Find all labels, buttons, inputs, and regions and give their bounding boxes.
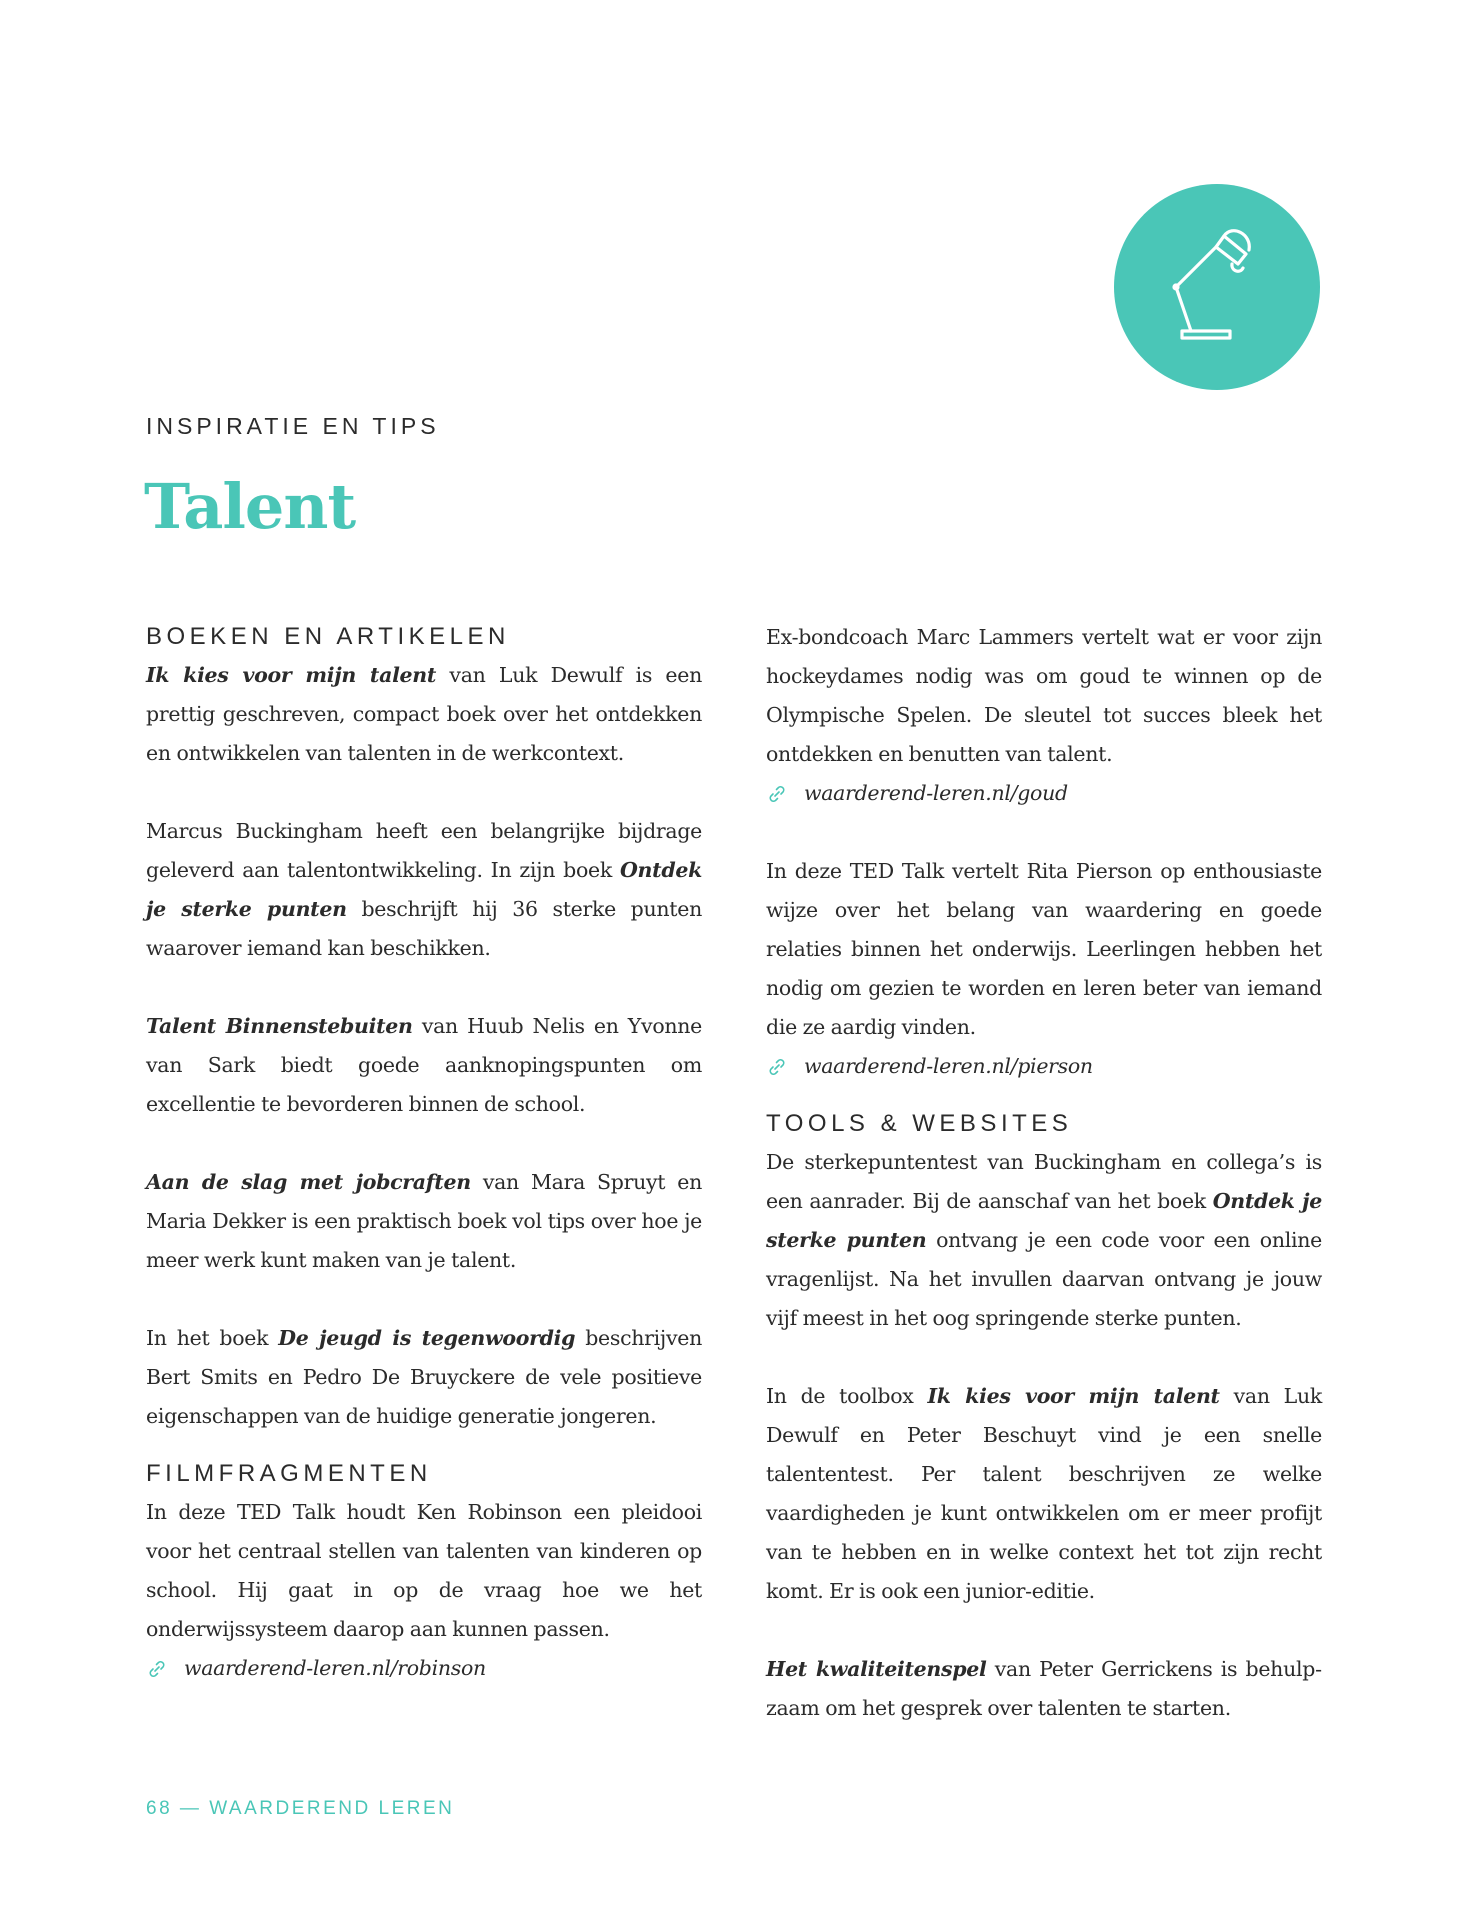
link-pierson[interactable] — [766, 1047, 1322, 1086]
tools-heading: TOOLS & WEBSITES — [766, 1110, 1073, 1137]
desk-lamp-icon — [1114, 184, 1320, 390]
left-column — [146, 618, 702, 1688]
link-text[interactable]: waarderend-leren.nl/goud — [804, 781, 1068, 805]
book-paragraph-spruyt — [146, 1163, 702, 1280]
footer-separator: — — [172, 1798, 210, 1819]
paragraph-text: van Luk Dewulf en Peter Beschuyt vind je een snelle talententest. Per talent beschrijven ze welke vaardigheden je kunt ontwikkelen om er meer profijt van te hebben en in welke context het tot zijn recht komt. Er is ook een junior-editie. — [766, 1384, 1322, 1603]
book-paragraph-nelis — [146, 1007, 702, 1124]
film-paragraph-lammers: Ex-bondcoach Marc Lammers vertelt wat er voor zijn hockeydames nodig was om goud te winnen op de Olympische Spelen. De sleutel tot succes bleek het ontdekken en benutten van talent. — [766, 625, 1322, 766]
desk-lamp-icon-badge — [1114, 184, 1320, 390]
tools-paragraph-toolbox — [766, 1377, 1322, 1611]
boeken-heading: BOEKEN EN ARTIKELEN — [146, 623, 510, 650]
page-title: Talent — [144, 470, 356, 543]
book-title: Ik kies voor mijn talent — [927, 1384, 1220, 1408]
paragraph-text: van Huub Nelis en Yvonne van Sark biedt goede aanknopingspunten om excellentie te bevorderen binnen de school. — [146, 1014, 702, 1116]
link-icon — [146, 1658, 168, 1680]
book-title: Het kwaliteitenspel — [766, 1657, 987, 1681]
tools-paragraph-kwaliteitenspel — [766, 1650, 1322, 1728]
paragraph-text: ontvang je een code voor een online vragenlijst. Na het invullen daarvan ontvang je jouw vijf meest in het oog springende sterke punten. — [766, 1228, 1322, 1330]
section-kicker: INSPIRATIE EN TIPS — [146, 413, 440, 439]
book-title: Ik kies voor mijn talent — [146, 663, 437, 687]
link-robinson[interactable] — [146, 1649, 702, 1688]
paragraph-text: In het boek — [146, 1326, 279, 1350]
paragraph-text: beschrijven Bert Smits en Pedro De Bruyckere de vele positieve eigenschappen van de huidige generatie jongeren. — [146, 1326, 703, 1428]
book-paragraph-dewulf — [146, 656, 702, 773]
tools-paragraph-sterkepuntentest — [766, 1143, 1322, 1338]
link-icon — [766, 1056, 788, 1078]
link-text[interactable]: waarderend-leren.nl/robinson — [184, 1656, 486, 1680]
book-title: De jeugd is tegenwoordig — [278, 1326, 576, 1350]
book-title: Talent Binnenstebuiten — [146, 1014, 413, 1038]
right-column — [766, 618, 1322, 1728]
book-title: Ontdek je sterke punten — [766, 1189, 1322, 1252]
paragraph-text: van Luk Dewulf is een prettig geschreven, compact boek over het ontdekken en ontwikkelen van talenten in de werkcontext. — [146, 663, 702, 765]
book-paragraph-smits — [146, 1319, 702, 1436]
paragraph-text: van Mara Spruyt en Maria Dekker is een praktisch boek vol tips over hoe je meer werk kunt maken van je talent. — [146, 1170, 702, 1272]
paragraph-text: De sterkepuntentest van Buckingham en collega’s is een aanrader. Bij de aanschaf van het boek — [766, 1150, 1322, 1213]
page-footer — [146, 1798, 454, 1820]
page-number: 68 — [146, 1798, 173, 1819]
link-goud[interactable] — [766, 774, 1322, 813]
book-title: Aan de slag met jobcraften — [146, 1170, 471, 1194]
film-paragraph-robinson: In deze TED Talk houdt Ken Robinson een pleidooi voor het centraal stellen van talenten van kinderen op school. Hij gaat in op de vraag hoe we het onderwijssysteem daarop aan kunnen passen. — [146, 1500, 702, 1641]
paragraph-text: van Peter Gerrickens is behulpzaam om het gesprek over talenten te starten. — [766, 1657, 1322, 1720]
link-text[interactable]: waarderend-leren.nl/pierson — [804, 1054, 1093, 1078]
book-title-footer: WAARDEREND LEREN — [209, 1798, 455, 1819]
film-paragraph-pierson: In deze TED Talk vertelt Rita Pierson op enthousiaste wijze over het belang van waardering en goede relaties binnen het onderwijs. Leerlingen hebben het nodig om gezien te worden en leren beter van iemand die ze aardig vinden. — [766, 859, 1322, 1039]
film-heading: FILMFRAGMENTEN — [146, 1460, 432, 1487]
paragraph-text: In de toolbox — [766, 1384, 928, 1408]
book-title: Ontdek je sterke punten — [146, 858, 702, 921]
paragraph-text: Marcus Buckingham heeft een belangrijke bijdrage geleverd aan talentontwikkeling. In zijn boek — [146, 819, 702, 882]
link-icon — [766, 783, 788, 805]
book-paragraph-buckingham — [146, 812, 702, 968]
paragraph-text: beschrijft hij 36 sterke punten waarover iemand kan beschikken. — [146, 897, 702, 960]
